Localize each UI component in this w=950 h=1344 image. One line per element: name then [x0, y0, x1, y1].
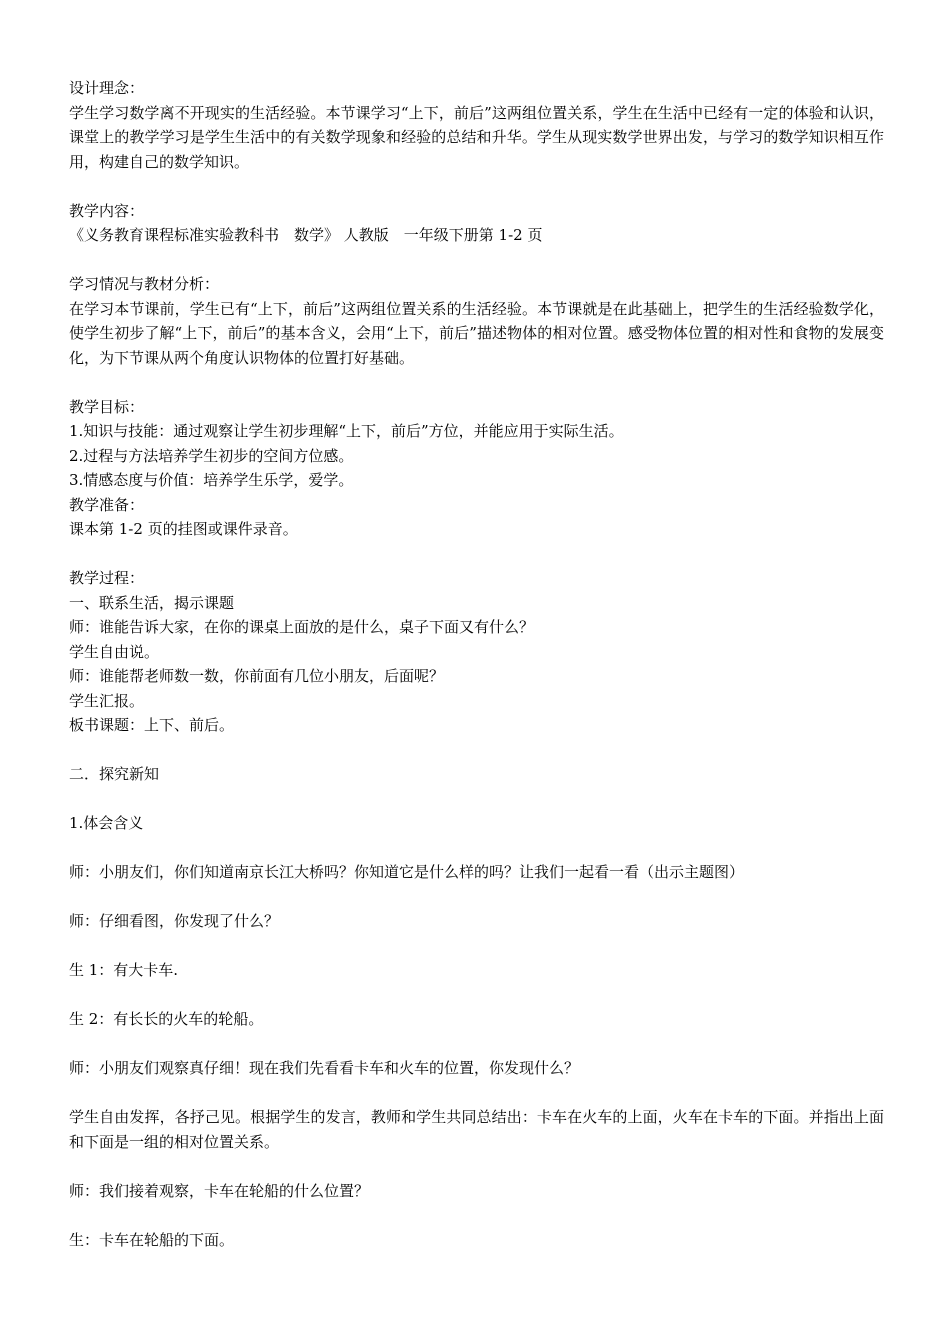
- design-heading: 设计理念：: [69, 79, 145, 97]
- dialog-line: 师：仔细看图，你发现了什么？: [69, 912, 280, 930]
- blank-line: [69, 885, 884, 910]
- blank-line: [69, 174, 884, 199]
- blank-line: [69, 1154, 884, 1179]
- dialog-line: 生 1：有大卡车.: [69, 961, 179, 979]
- step-2-subtitle: 1.体会含义: [69, 814, 144, 832]
- blank-line: [69, 934, 884, 959]
- goal-item-3: 3.情感态度与价值：培养学生乐学，爱学。: [69, 471, 354, 489]
- dialog-line: 生：卡车在轮船的下面。: [69, 1230, 235, 1249]
- document-page: [69, 76, 884, 1252]
- step-1-line: 学生自由说。: [69, 642, 160, 661]
- dialog-line: 生 2：有长长的火车的轮船。: [69, 1010, 264, 1028]
- blank-line: [69, 1081, 884, 1106]
- blank-line: [69, 542, 884, 567]
- dialog-line: 师：小朋友们观察真仔细！现在我们先看看卡车和火车的位置，你发现什么？: [69, 1059, 580, 1077]
- step-1-title: 一、联系生活，揭示课题: [69, 593, 235, 612]
- goal-item-1: 1.知识与技能：通过观察让学生初步理解“上下，前后”方位，并能应用于实际生活。: [69, 422, 624, 440]
- goal-item-2: 2.过程与方法培养学生初步的空间方位感。: [69, 446, 354, 465]
- content-body: 《义务教育课程标准实验教科书 数学》 人教版 一年级下册第 1-2 页: [69, 226, 543, 244]
- blank-line: [69, 836, 884, 861]
- step-1-line: 师：谁能帮老师数一数，你前面有几位小朋友，后面呢？: [69, 667, 445, 685]
- blank-line: [69, 983, 884, 1008]
- blank-line: [69, 248, 884, 273]
- dialog-line: 师：我们接着观察，卡车在轮船的什么位置？: [69, 1181, 370, 1200]
- goals-heading: 教学目标：: [69, 397, 145, 416]
- blank-line: [69, 738, 884, 763]
- content-heading: 教学内容：: [69, 201, 145, 220]
- step-1-line: 学生汇报。: [69, 691, 145, 710]
- blank-line: [69, 1203, 884, 1228]
- blank-line: [69, 1032, 884, 1057]
- process-heading: 教学过程：: [69, 569, 145, 587]
- prep-heading: 教学准备：: [69, 495, 145, 514]
- step-2-title: 二．探究新知: [69, 765, 160, 783]
- blank-line: [69, 787, 884, 812]
- step-1-line: 板书课题：上下、前后。: [69, 716, 235, 734]
- dialog-line: 师：小朋友们，你们知道南京长江大桥吗？你知道它是什么样的吗？让我们一起看一看（出示主题图）: [69, 863, 745, 881]
- blank-line: [69, 370, 884, 395]
- prep-body: 课本第 1-2 页的挂图或课件录音。: [69, 520, 298, 538]
- analysis-heading: 学习情况与教材分析：: [69, 275, 220, 293]
- dialog-paragraph: 学生自由发挥，各抒己见。根据学生的发言，教师和学生共同总结出：卡车在火车的上面，火车在卡车的下面。并指出上面和下面是一组的相对位置关系。: [69, 1108, 884, 1151]
- design-body: 学生学习数学离不开现实的生活经验。本节课学习“上下，前后”这两组位置关系，学生在生活中已经有一定的体验和认识，课堂上的教学学习是学生生活中的有关数学现象和经验的总结和升华。学生从现实数学世界出发，与学习的数学知识相互作用，构建自己的数学知识。: [69, 103, 884, 171]
- analysis-body: 在学习本节课前，学生已有“上下，前后”这两组位置关系的生活经验。本节课就是在此基础上，把学生的生活经验数学化，使学生初步了解“上下，前后”的基本含义，会用“上下，前后”描述物体的相对位置。感受物体位置的相对性和食物的发展变化，为下节课从两个角度认识物体的位置打好基础。: [69, 299, 884, 367]
- step-1-line: 师：谁能告诉大家，在你的课桌上面放的是什么，桌子下面又有什么？: [69, 618, 535, 636]
